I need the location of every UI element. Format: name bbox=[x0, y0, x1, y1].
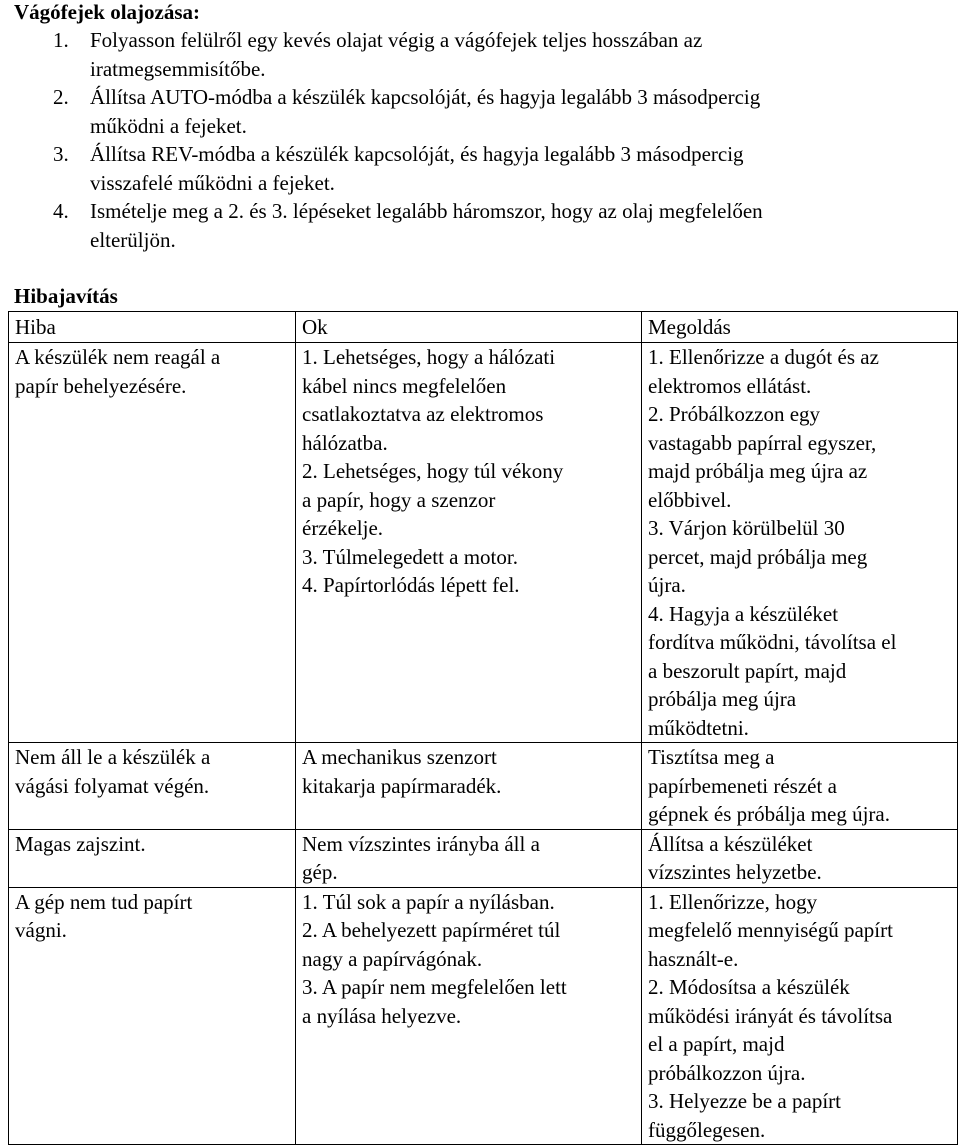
cell-text-line: 3. Várjon körülbelül 30 bbox=[648, 516, 845, 540]
cell-text-line: fordítva működni, távolítsa el bbox=[648, 630, 897, 654]
step-number: 3. bbox=[53, 142, 69, 166]
cell-text-line: érzékelje. bbox=[302, 516, 384, 540]
oiling-step bbox=[0, 83, 960, 140]
cell-text-line: használt-e. bbox=[648, 946, 739, 971]
cell-text-line: újra. bbox=[648, 573, 686, 597]
cause-cell bbox=[296, 343, 642, 743]
cell-text-line: 2. Lehetséges, hogy túl vékony bbox=[302, 459, 564, 483]
cell-text-line: Nem áll le a készülék a bbox=[15, 745, 211, 769]
step-text-line: Állítsa REV-módba a készülék kapcsolóját, és hagyja legalább 3 másodpercig bbox=[90, 142, 744, 166]
cause-cell bbox=[296, 887, 642, 1145]
cell-text-line: 4. Papírtorlódás lépett fel. bbox=[302, 573, 520, 597]
problem-cell bbox=[9, 887, 296, 1145]
cell-text-line: papírbemeneti részét a bbox=[648, 773, 837, 798]
problem-cell bbox=[9, 743, 296, 830]
cell-text-line: 1. Túl sok a papír a nyílásban. bbox=[302, 889, 555, 914]
cell-text-line: próbálkozzon újra. bbox=[648, 1060, 806, 1085]
cell-text-line: gép. bbox=[302, 860, 338, 884]
cell-text-line: A gép nem tud papírt bbox=[15, 889, 193, 914]
solution-cell bbox=[642, 743, 958, 830]
cell-text-line: A mechanikus szenzort bbox=[302, 745, 497, 769]
cell-text-line: megfelelő mennyiségű papírt bbox=[648, 918, 893, 942]
solution-cell bbox=[642, 829, 958, 887]
cause-cell bbox=[296, 743, 642, 830]
cell-text-line: percet, majd próbálja meg bbox=[648, 544, 868, 569]
troubleshooting-title: Hibajavítás bbox=[14, 284, 118, 308]
cell-text-line: Tisztítsa meg a bbox=[648, 745, 775, 769]
step-text-line: visszafelé működni a fejeket. bbox=[90, 170, 335, 195]
cell-text-line: el a papírt, majd bbox=[648, 1032, 785, 1056]
cell-text-line: Nem vízszintes irányba áll a bbox=[302, 831, 540, 856]
cell-text-line: előbbivel. bbox=[648, 487, 732, 512]
oiling-step bbox=[0, 26, 960, 83]
oiling-heading: Vágófejek olajozása: bbox=[14, 0, 201, 24]
column-header-solution: Megoldás bbox=[642, 312, 958, 343]
step-text-line: Folyasson felülről egy kevés olajat végig a vágófejek teljes hosszában az bbox=[90, 28, 703, 52]
troubleshooting-table bbox=[8, 311, 958, 1145]
column-header-cause: Ok bbox=[296, 312, 642, 343]
step-number: 4. bbox=[53, 199, 69, 223]
cell-text-line: 1. Ellenőrizze a dugót és az bbox=[648, 345, 879, 369]
cell-text-line: vízszintes helyzetbe. bbox=[648, 860, 822, 884]
step-text-line: Ismételje meg a 2. és 3. lépéseket legalább háromszor, hogy az olaj megfelelően bbox=[90, 199, 763, 223]
cell-text-line: elektromos ellátást. bbox=[648, 373, 812, 398]
step-text-line: működni a fejeket. bbox=[90, 113, 247, 138]
cell-text-line: 2. Próbálkozzon egy bbox=[648, 402, 821, 426]
cell-text-line: vágási folyamat végén. bbox=[15, 773, 210, 798]
cell-text-line: A készülék nem reagál a bbox=[15, 345, 221, 369]
cell-text-line: 1. Lehetséges, hogy a hálózati bbox=[302, 345, 556, 369]
cell-text-line: nagy a papírvágónak. bbox=[302, 946, 483, 971]
cell-text-line: 4. Hagyja a készüléket bbox=[648, 601, 839, 626]
cell-text-line: működési irányát és távolítsa bbox=[648, 1003, 893, 1028]
cell-text-line: 3. Helyezze be a papírt bbox=[648, 1089, 841, 1113]
step-number: 1. bbox=[53, 28, 69, 52]
cell-text-line: a nyílása helyezve. bbox=[302, 1003, 462, 1028]
cell-text-line: kábel nincs megfelelően bbox=[302, 373, 507, 398]
table-row bbox=[9, 743, 958, 830]
cell-text-line: Magas zajszint. bbox=[15, 831, 146, 856]
cell-text-line: 3. Túlmelegedett a motor. bbox=[302, 544, 518, 569]
cell-text-line: 1. Ellenőrizze, hogy bbox=[648, 889, 818, 914]
step-text-line: iratmegsemmisítőbe. bbox=[90, 56, 266, 81]
cell-text-line: 3. A papír nem megfelelően lett bbox=[302, 975, 567, 999]
cell-text-line: hálózatba. bbox=[302, 430, 388, 455]
cell-text-line: a beszorult papírt, majd bbox=[648, 658, 847, 683]
cell-text-line: függőlegesen. bbox=[648, 1117, 766, 1142]
cell-text-line: próbálja meg újra bbox=[648, 687, 797, 711]
step-number: 2. bbox=[53, 85, 69, 109]
table-row bbox=[9, 829, 958, 887]
step-text-line: elterüljön. bbox=[90, 227, 176, 252]
cell-text-line: csatlakoztatva az elektromos bbox=[302, 402, 544, 426]
cell-text-line: majd próbálja meg újra az bbox=[648, 459, 868, 483]
table-header-row bbox=[9, 312, 958, 343]
cell-text-line: 2. A behelyezett papírméret túl bbox=[302, 918, 561, 942]
oiling-step bbox=[0, 197, 960, 254]
problem-cell bbox=[9, 829, 296, 887]
cell-text-line: vágni. bbox=[15, 918, 67, 942]
cell-text-line: működtetni. bbox=[648, 715, 749, 740]
problem-cell bbox=[9, 343, 296, 743]
cell-text-line: vastagabb papírral egyszer, bbox=[648, 430, 877, 455]
cell-text-line: Állítsa a készüléket bbox=[648, 831, 813, 856]
cell-text-line: kitakarja papírmaradék. bbox=[302, 773, 502, 798]
oiling-step bbox=[0, 140, 960, 197]
cell-text-line: a papír, hogy a szenzor bbox=[302, 487, 496, 512]
solution-cell bbox=[642, 343, 958, 743]
cell-text-line: gépnek és próbálja meg újra. bbox=[648, 802, 890, 826]
solution-cell bbox=[642, 887, 958, 1145]
cause-cell bbox=[296, 829, 642, 887]
cell-text-line: papír behelyezésére. bbox=[15, 373, 187, 398]
step-text-line: Állítsa AUTO-módba a készülék kapcsolóját, és hagyja legalább 3 másodpercig bbox=[90, 85, 761, 109]
oiling-steps-list bbox=[0, 26, 960, 254]
column-header-problem: Hiba bbox=[9, 312, 296, 343]
cell-text-line: 2. Módosítsa a készülék bbox=[648, 975, 850, 999]
table-row bbox=[9, 887, 958, 1145]
table-body bbox=[9, 343, 958, 1145]
table-row bbox=[9, 343, 958, 743]
